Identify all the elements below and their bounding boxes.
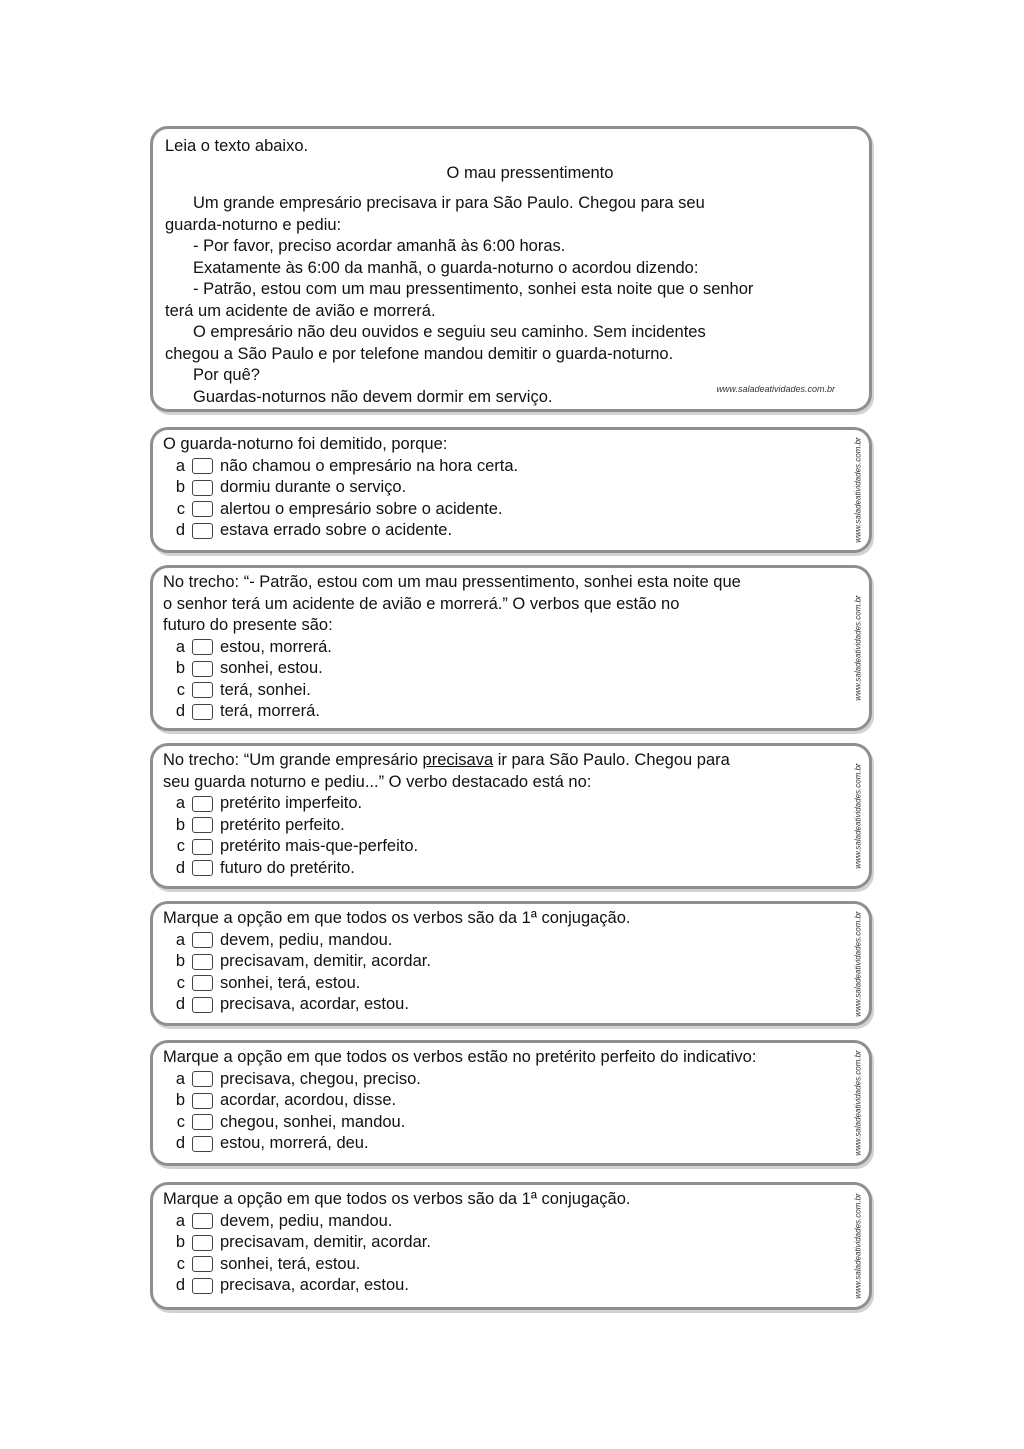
watermark-vertical: www.saladeatividades.com.br [853,763,863,869]
question-prompt: Marque a opção em que todos os verbos são da 1ª conjugação. [163,1190,631,1208]
checkbox[interactable] [192,501,213,517]
checkbox[interactable] [192,1093,213,1109]
option-b[interactable] [163,658,845,680]
checkbox[interactable] [192,1114,213,1130]
question-box-6 [150,1182,872,1310]
checkbox[interactable] [192,523,213,539]
option-c[interactable] [163,1112,845,1134]
checkbox[interactable] [192,1136,213,1152]
checkbox[interactable] [192,932,213,948]
question-prompt: O guarda-noturno foi demitido, porque: [163,435,448,453]
option-text: precisava, acordar, estou. [220,995,409,1013]
checkbox[interactable] [192,817,213,833]
checkbox[interactable] [192,682,213,698]
option-text: precisavam, demitir, acordar. [220,1233,431,1251]
checkbox[interactable] [192,1235,213,1251]
story-line: Guardas-noturnos não devem dormir em serviço. [193,387,553,406]
option-letter: d [175,521,185,539]
reading-box [150,126,872,412]
option-letter: b [175,952,185,970]
instruction: Leia o texto abaixo. [165,137,309,155]
option-c[interactable] [163,680,845,702]
question-prompt: futuro do presente são: [163,616,333,634]
checkbox[interactable] [192,997,213,1013]
checkbox[interactable] [192,661,213,677]
option-d[interactable] [163,520,845,542]
option-letter: b [175,1091,185,1109]
question-box-3 [150,743,872,889]
option-letter: a [175,1211,185,1230]
option-text: pretérito mais-que-perfeito. [220,837,419,855]
option-letter: b [175,478,185,496]
option-c[interactable] [163,1254,845,1276]
question-prompt: seu guarda noturno e pediu...” O verbo destacado está no: [163,772,592,791]
option-a[interactable] [163,456,845,478]
option-text: precisava, chegou, preciso. [220,1069,421,1088]
option-d[interactable] [163,1133,845,1155]
option-letter: a [175,637,185,656]
option-b[interactable] [163,1232,845,1254]
story-line: chegou a São Paulo e por telefone mandou demitir o guarda-noturno. [165,344,674,363]
option-a[interactable] [163,930,845,952]
question-box-4 [150,901,872,1026]
option-letter: c [176,680,185,699]
option-text: precisavam, demitir, acordar. [220,952,431,970]
option-letter: d [175,702,185,720]
option-b[interactable] [163,815,845,837]
checkbox[interactable] [192,954,213,970]
option-text: pretérito imperfeito. [220,794,363,812]
option-text: sonhei, terá, estou. [220,1254,361,1273]
checkbox[interactable] [192,480,213,496]
watermark-vertical: www.saladeatividades.com.br [853,1050,863,1156]
option-text: estava errado sobre o acidente. [220,521,453,539]
checkbox[interactable] [192,1278,213,1294]
option-letter: c [176,837,185,855]
question-box-2 [150,565,872,731]
story-line: Um grande empresário precisava ir para São Paulo. Chegou para seu [193,194,705,212]
checkbox[interactable] [192,1256,213,1272]
option-text: estou, morrerá, deu. [220,1134,369,1152]
option-letter: d [175,858,185,877]
story-title: O mau pressentimento [446,163,614,182]
question-box-5 [150,1040,872,1166]
watermark-vertical: www.saladeatividades.com.br [853,595,863,701]
option-c[interactable] [163,836,845,858]
watermark-vertical: www.saladeatividades.com.br [853,437,863,543]
story-line: O empresário não deu ouvidos e seguiu seu caminho. Sem incidentes [193,323,706,341]
watermark-vertical: www.saladeatividades.com.br [853,1193,863,1299]
option-letter: c [176,499,185,518]
option-text: chegou, sonhei, mandou. [220,1112,406,1131]
option-b[interactable] [163,951,845,973]
option-text: precisava, acordar, estou. [220,1276,409,1294]
option-d[interactable] [163,994,845,1016]
option-text: pretérito perfeito. [220,815,345,834]
option-b[interactable] [163,477,845,499]
checkbox[interactable] [192,1213,213,1229]
option-letter: b [175,659,185,677]
option-text: terá, morrerá. [220,702,320,720]
option-letter: d [175,995,185,1013]
checkbox[interactable] [192,639,213,655]
option-text: futuro do pretérito. [220,858,355,877]
option-d[interactable] [163,701,845,723]
checkbox[interactable] [192,975,213,991]
question-prompt: Marque a opção em que todos os verbos estão no pretérito perfeito do indicativo: [163,1048,757,1066]
option-a[interactable] [163,1211,845,1233]
option-a[interactable] [163,1069,845,1091]
checkbox[interactable] [192,704,213,720]
checkbox[interactable] [192,796,213,812]
option-text: não chamou o empresário na hora certa. [220,456,519,475]
checkbox[interactable] [192,839,213,855]
question-prompt: Marque a opção em que todos os verbos são da 1ª conjugação. [163,909,631,927]
checkbox[interactable] [192,1071,213,1087]
option-c[interactable] [163,499,845,521]
checkbox[interactable] [192,860,213,876]
option-text: sonhei, estou. [220,659,323,677]
option-text: devem, pediu, mandou. [220,1211,393,1230]
story-line: - Por favor, preciso acordar amanhã às 6:00 horas. [193,237,566,255]
option-c[interactable] [163,973,845,995]
option-text: terá, sonhei. [220,680,311,699]
option-letter: c [176,1254,185,1273]
option-d[interactable] [163,1275,845,1297]
option-letter: c [176,1112,185,1131]
option-b[interactable] [163,1090,845,1112]
option-a[interactable] [163,793,845,815]
question-box-1 [150,427,872,553]
option-a[interactable] [163,637,845,659]
option-letter: a [175,456,185,475]
option-text: estou, morrerá. [220,637,332,656]
option-text: alertou o empresário sobre o acidente. [220,499,503,518]
option-letter: d [175,1276,185,1294]
option-letter: a [175,930,185,949]
question-prompt: No trecho: “Um grande empresário precisava ir para São Paulo. Chegou para [163,751,730,769]
story-line: Exatamente às 6:00 da manhã, o guarda-noturno o acordou dizendo: [193,258,699,277]
option-d[interactable] [163,858,845,880]
option-letter: d [175,1134,185,1152]
watermark: www.saladeatividades.com.br [716,383,835,394]
option-letter: b [175,815,185,834]
story-line: Por quê? [193,366,260,384]
story-line: - Patrão, estou com um mau pressentimento, sonhei esta noite que o senhor [193,280,754,298]
option-letter: a [175,794,185,812]
option-text: sonhei, terá, estou. [220,973,361,992]
checkbox[interactable] [192,458,213,474]
option-letter: c [176,973,185,992]
option-letter: b [175,1233,185,1251]
story-line: guarda-noturno e pediu: [165,215,342,234]
option-letter: a [175,1069,185,1088]
option-text: devem, pediu, mandou. [220,930,393,949]
question-prompt: o senhor terá um acidente de avião e morrerá.” O verbos que estão no [163,594,680,613]
highlighted-verb: precisava [422,751,494,769]
watermark-vertical: www.saladeatividades.com.br [853,910,863,1017]
story-line: terá um acidente de avião e morrerá. [165,301,436,320]
option-text: dormiu durante o serviço. [220,478,407,496]
option-text: acordar, acordou, disse. [220,1091,397,1109]
question-prompt: No trecho: “- Patrão, estou com um mau pressentimento, sonhei esta noite que [163,573,741,591]
